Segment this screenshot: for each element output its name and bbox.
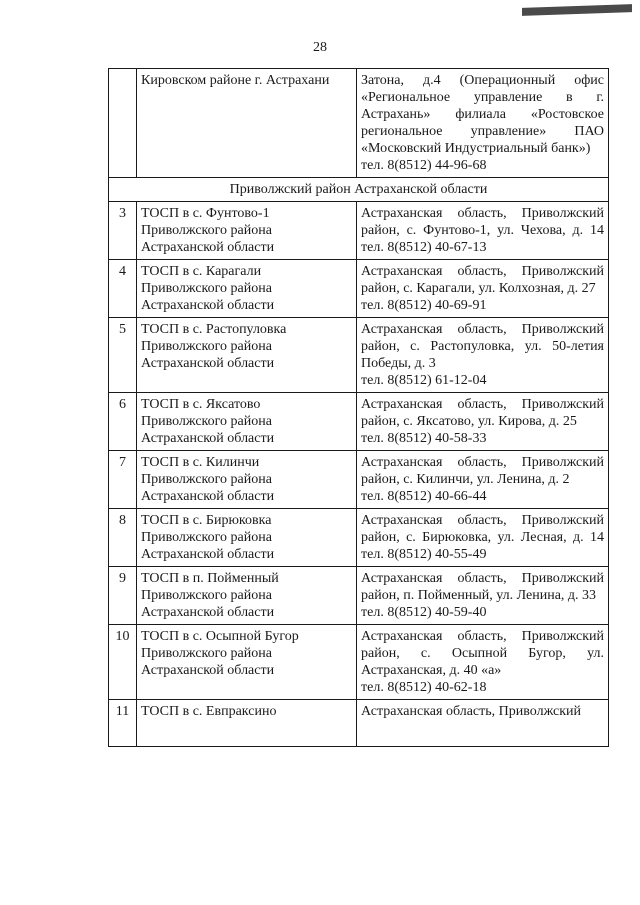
office-name-line: Приволжского района bbox=[141, 530, 272, 545]
office-name-line: Приволжского района bbox=[141, 414, 272, 429]
row-number-cell bbox=[109, 69, 137, 178]
office-address-cell bbox=[357, 260, 609, 318]
office-name-cell: Кировском районе г. Астрахани bbox=[137, 69, 357, 178]
table-row bbox=[109, 509, 609, 567]
table-row-continuation bbox=[109, 69, 609, 178]
office-name-line: Приволжского района bbox=[141, 646, 272, 661]
address-text: Астраханская область, Приволжский район, с. Яксатово, ул. Кирова, д. 25 bbox=[361, 397, 604, 429]
address-text: Астраханская область, Приволжский район, с. Килинчи, ул. Ленина, д. 2 bbox=[361, 455, 604, 487]
office-name-line: ТОСП в с. Растопуловка bbox=[141, 322, 287, 337]
office-name-line: ТОСП в с. Осыпной Бугор bbox=[141, 629, 299, 644]
office-name-line: Астраханской области bbox=[141, 356, 275, 371]
address-text: Астраханская область, Приволжский район, с. Карагали, ул. Колхозная, д. 27 bbox=[361, 264, 604, 296]
office-name-line: ТОСП в с. Бирюковка bbox=[141, 513, 272, 528]
address-text: Астраханская область, Приволжский bbox=[361, 704, 581, 719]
office-name-line: Астраханской области bbox=[141, 298, 275, 313]
office-name-line: Астраханской области bbox=[141, 489, 275, 504]
office-address-cell bbox=[357, 451, 609, 509]
office-name-cell bbox=[137, 202, 357, 260]
table-row bbox=[109, 567, 609, 625]
office-name-line: Астраханской области bbox=[141, 663, 275, 678]
office-name-line: Астраханской области bbox=[141, 547, 275, 562]
office-name-line: ТОСП в п. Пойменный bbox=[141, 571, 279, 586]
office-address-cell bbox=[357, 700, 609, 747]
address-text: Астраханская область, Приволжский район, с. Фунтово-1, ул. Чехова, д. 14 тел. 8(8512) 40-67-13 bbox=[361, 206, 604, 255]
table-row bbox=[109, 700, 609, 747]
office-address-cell bbox=[357, 509, 609, 567]
office-address-cell bbox=[357, 393, 609, 451]
office-name-cell bbox=[137, 625, 357, 700]
office-name-line: Приволжского района bbox=[141, 472, 272, 487]
row-number: 4 bbox=[109, 260, 137, 318]
office-name-line: ТОСП в с. Яксатово bbox=[141, 397, 261, 412]
office-name-line: ТОСП в с. Карагали bbox=[141, 264, 262, 279]
office-name-line: Приволжского района bbox=[141, 588, 272, 603]
table-row bbox=[109, 393, 609, 451]
row-number: 5 bbox=[109, 318, 137, 393]
office-address-cell bbox=[357, 318, 609, 393]
office-name-line: Астраханской области bbox=[141, 431, 275, 446]
table-row bbox=[109, 260, 609, 318]
office-name-line: ТОСП в с. Килинчи bbox=[141, 455, 260, 470]
office-name-cell bbox=[137, 318, 357, 393]
row-number: 10 bbox=[109, 625, 137, 700]
phone-text: тел. 8(8512) 40-66-44 bbox=[361, 489, 487, 504]
office-name-line: ТОСП в с. Фунтово-1 bbox=[141, 206, 270, 221]
office-address-cell bbox=[357, 202, 609, 260]
office-name-line: Приволжского района bbox=[141, 281, 272, 296]
office-name-line: Приволжского района bbox=[141, 223, 272, 238]
office-name-cell bbox=[137, 393, 357, 451]
address-text: Астраханская область, Приволжский район, с. Растопуловка, ул. 50-летия Победы, д. 3 bbox=[361, 322, 604, 371]
section-header-row bbox=[109, 178, 609, 202]
address-text: Астраханская область, Приволжский район, с. Бирюковка, ул. Лесная, д. 14 тел. 8(8512) 40-55-49 bbox=[361, 513, 604, 562]
page-number: 28 bbox=[313, 40, 327, 55]
table-row bbox=[109, 451, 609, 509]
office-name-line: ТОСП в с. Евпраксино bbox=[141, 704, 277, 719]
phone-text: тел. 8(8512) 61-12-04 bbox=[361, 373, 487, 388]
phone-text: тел. 8(8512) 40-62-18 bbox=[361, 680, 487, 695]
phone-text: тел. 8(8512) 40-69-91 bbox=[361, 298, 487, 313]
address-text: Затона, д.4 (Операционный офис «Региональное управление в г. Астрахань» филиала «Ростовское региональное управление» ПАО «Московский Индустриальный банк») bbox=[361, 73, 604, 156]
table-row bbox=[109, 202, 609, 260]
office-name-cell bbox=[137, 451, 357, 509]
address-text: Астраханская область, Приволжский район, п. Пойменный, ул. Ленина, д. 33 bbox=[361, 571, 604, 603]
table-row bbox=[109, 318, 609, 393]
row-number: 6 bbox=[109, 393, 137, 451]
office-name-line: Приволжского района bbox=[141, 339, 272, 354]
phone-text: тел. 8(8512) 40-59-40 bbox=[361, 605, 487, 620]
office-address-cell bbox=[357, 625, 609, 700]
office-name-line: Астраханской области bbox=[141, 240, 275, 255]
row-number: 3 bbox=[109, 202, 137, 260]
section-title: Приволжский район Астраханской области bbox=[109, 178, 609, 202]
office-name-line: Астраханской области bbox=[141, 605, 275, 620]
row-number: 11 bbox=[109, 700, 137, 747]
office-address-cell bbox=[357, 567, 609, 625]
row-number: 9 bbox=[109, 567, 137, 625]
office-name-cell bbox=[137, 567, 357, 625]
scan-edge-mark bbox=[522, 4, 632, 16]
offices-table bbox=[108, 68, 609, 747]
row-number: 7 bbox=[109, 451, 137, 509]
phone-text: тел. 8(8512) 44-96-68 bbox=[361, 158, 487, 173]
phone-text: тел. 8(8512) 40-58-33 bbox=[361, 431, 487, 446]
office-name-cell bbox=[137, 509, 357, 567]
office-name-cell bbox=[137, 260, 357, 318]
table-row bbox=[109, 625, 609, 700]
office-address-cell bbox=[357, 69, 609, 178]
address-text: Астраханская область, Приволжский район, с. Осыпной Бугор, ул. Астраханская, д. 40 «а» bbox=[361, 629, 604, 678]
row-number: 8 bbox=[109, 509, 137, 567]
office-name-cell bbox=[137, 700, 357, 747]
